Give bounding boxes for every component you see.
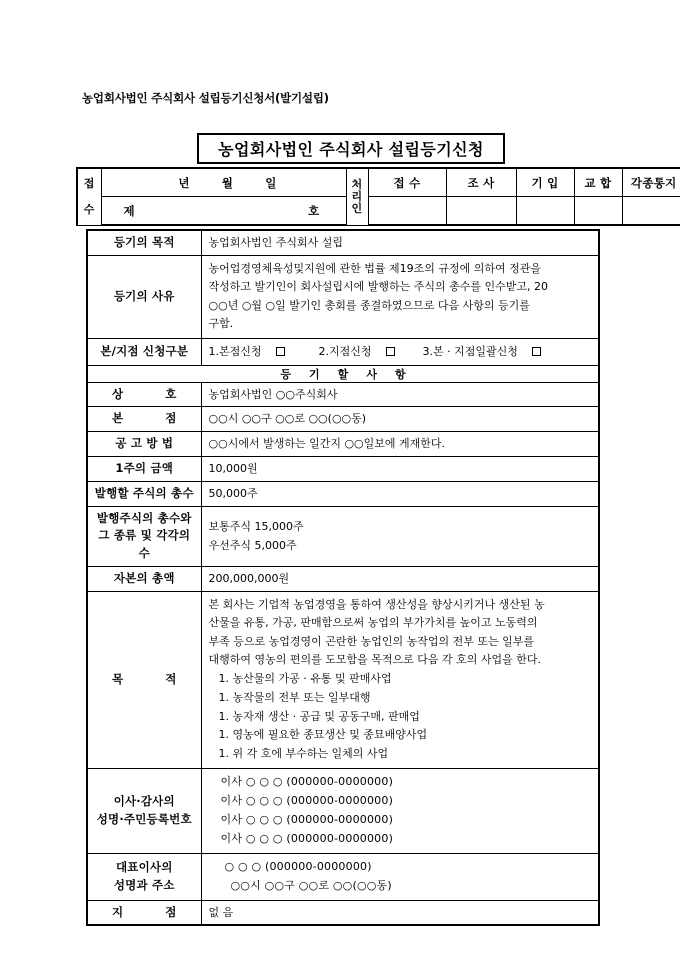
label-reason-for-registration: 등기의 사유 <box>87 255 201 338</box>
value-reason-for-registration[interactable] <box>201 255 599 338</box>
receipt-header-table <box>76 167 680 226</box>
label-business-purpose <box>87 591 201 768</box>
label-branch-right: 점 <box>165 904 177 919</box>
representative-name: ○ ○ ○ (000000-0000000) <box>224 859 372 873</box>
banner-char-4: 사 <box>366 367 377 381</box>
officer-row-4: 이사 ○ ○ ○ (000000-0000000) <box>220 831 394 845</box>
officer-row-2: 이사 ○ ○ ○ (000000-0000000) <box>220 794 394 808</box>
row-notice-method <box>87 432 599 457</box>
label-issued-shares-line-3: 수 <box>138 546 150 561</box>
row-business-purpose <box>87 591 599 768</box>
representative-address: ○○시 ○○구 ○○로 ○○(○○동) <box>230 878 392 892</box>
checkbox-head-office[interactable] <box>276 347 285 356</box>
value-total-authorized-shares[interactable]: 50,000주 <box>201 481 599 506</box>
officer-row-1: 이사 ○ ○ ○ (000000-0000000) <box>220 775 394 789</box>
label-business-purpose-left: 목 <box>112 672 124 687</box>
column-header-receipt: 접 수 <box>368 168 446 197</box>
checkbox-branch[interactable] <box>386 347 395 356</box>
application-option-branch-label: 2.지점신청 <box>318 344 372 358</box>
business-purpose-item-5: 1. 위 각 호에 부수하는 일체의 사업 <box>218 747 389 761</box>
row-issued-shares <box>87 506 599 566</box>
value-cell-entry[interactable] <box>516 197 574 226</box>
label-total-authorized-shares: 발행할 주식의 총수 <box>87 481 201 506</box>
receipt-label-char-2: 수 <box>83 202 95 216</box>
business-purpose-paragraph-line-2: 산물을 유통, 가공, 판매함으로써 농업의 부가가치를 높이고 노동력의 <box>208 616 538 630</box>
label-issued-shares-line-1: 발행주식의 총수와 <box>96 510 192 525</box>
date-header-cell[interactable] <box>101 168 346 197</box>
application-option-combined[interactable] <box>423 343 541 361</box>
label-issued-shares <box>87 506 201 566</box>
banner-char-5: 항 <box>394 367 406 381</box>
label-application-type: 본/지점 신청구분 <box>87 338 201 365</box>
label-total-capital: 자본의 총액 <box>87 567 201 592</box>
business-purpose-item-3: 1. 농자재 생산 · 공급 및 공동구매, 판매업 <box>218 709 420 723</box>
label-issued-shares-line-2: 그 종류 및 각각의 <box>98 528 191 543</box>
value-cell-notices[interactable] <box>622 197 680 226</box>
handler-label-cell <box>346 168 368 225</box>
application-option-combined-label: 3.본 · 지점일괄신청 <box>422 344 518 358</box>
label-trade-name <box>87 382 201 407</box>
label-representative-line-2: 성명과 주소 <box>113 877 175 892</box>
handler-label-char-1: 처 <box>351 178 363 192</box>
business-purpose-item-2: 1. 농작물의 전부 또는 일부대행 <box>218 690 371 704</box>
reason-line-1: 농어업경영체육성및지원에 관한 법률 제19조의 규정에 의하여 정관을 <box>208 261 542 275</box>
business-purpose-item-4: 1. 영농에 필요한 종묘생산 및 종묘배양사업 <box>218 728 428 742</box>
receipt-header-row <box>77 168 680 197</box>
column-header-entry: 기 입 <box>516 168 574 197</box>
handler-label-char-3: 인 <box>351 201 363 215</box>
number-prefix-label: 제 <box>123 203 135 218</box>
column-header-notices: 각종통지 <box>622 168 680 197</box>
receipt-label-cell <box>77 168 101 225</box>
officer-row-3: 이사 ○ ○ ○ (000000-0000000) <box>220 813 394 827</box>
business-purpose-item-1: 1. 농산물의 가공 · 유통 및 판매사업 <box>218 671 392 685</box>
label-price-per-share: 1주의 금액 <box>87 456 201 481</box>
value-business-purpose[interactable] <box>201 591 599 768</box>
value-price-per-share[interactable]: 10,000원 <box>201 456 599 481</box>
label-head-office <box>87 407 201 432</box>
value-cell-collation[interactable] <box>574 197 622 226</box>
receipt-value-row <box>77 197 680 226</box>
label-business-purpose-right: 적 <box>165 672 177 687</box>
reason-line-3: ○○년 ○월 ○일 발기인 총회를 종결하였으므로 다음 사항의 등기를 <box>208 298 530 312</box>
value-notice-method[interactable]: ○○시에서 발생하는 일간지 ○○일보에 게재한다. <box>201 432 599 457</box>
value-application-type[interactable] <box>201 338 599 365</box>
row-total-capital <box>87 567 599 592</box>
value-issued-shares[interactable] <box>201 506 599 566</box>
row-representative <box>87 853 599 900</box>
row-officers <box>87 769 599 854</box>
label-trade-name-right: 호 <box>165 386 177 401</box>
value-trade-name[interactable]: 농업회사법인 ○○주식회사 <box>201 382 599 407</box>
label-branch-left: 지 <box>112 904 124 919</box>
value-head-office[interactable]: ○○시 ○○구 ○○로 ○○(○○동) <box>201 407 599 432</box>
label-head-office-right: 점 <box>165 411 177 426</box>
handler-label-char-2: 리 <box>351 189 363 203</box>
row-trade-name <box>87 382 599 407</box>
label-officers <box>87 769 201 854</box>
reason-line-2: 작성하고 발기인이 회사설립시에 발행하는 주식의 총수를 인수받고, 20 <box>208 280 548 294</box>
row-reason-for-registration <box>87 255 599 338</box>
document-heading: 농업회사법인 주식회사 설립등기신청서(발기설립) <box>82 91 329 105</box>
row-purpose-of-registration <box>87 230 599 255</box>
banner-char-1: 등 <box>280 367 292 381</box>
business-purpose-paragraph-line-1: 본 회사는 기업적 농업경영을 통하여 생산성을 향상시키거나 생산된 농 <box>208 597 545 611</box>
application-option-head-office-label: 1.본점신청 <box>208 344 262 358</box>
banner-char-2: 기 <box>309 367 320 381</box>
issued-shares-preferred: 우선주식 5,000주 <box>208 539 297 553</box>
value-officers[interactable] <box>201 769 599 854</box>
value-cell-receipt[interactable] <box>368 197 446 226</box>
form-title-box <box>197 133 505 164</box>
label-trade-name-left: 상 <box>112 386 124 401</box>
row-price-per-share <box>87 456 599 481</box>
label-branch <box>87 900 201 925</box>
reason-line-4: 구함. <box>208 317 234 331</box>
row-section-banner <box>87 365 599 382</box>
receipt-label-char-1: 접 <box>83 177 95 191</box>
issued-shares-common: 보통주식 15,000주 <box>208 519 304 533</box>
day-label: 일 <box>265 175 277 190</box>
value-representative[interactable] <box>201 853 599 900</box>
label-head-office-left: 본 <box>112 411 124 426</box>
value-cell-investigation[interactable] <box>446 197 516 226</box>
label-officers-line-2: 성명·주민등록번호 <box>96 812 192 827</box>
label-officers-line-1: 이사·감사의 <box>113 794 175 809</box>
column-header-collation: 교 합 <box>574 168 622 197</box>
column-header-investigation: 조 사 <box>446 168 516 197</box>
label-representative <box>87 853 201 900</box>
number-suffix-label: 호 <box>308 203 320 218</box>
registration-main-table <box>86 229 600 926</box>
row-application-type <box>87 338 599 365</box>
checkbox-combined[interactable] <box>532 347 541 356</box>
label-notice-method: 공 고 방 법 <box>87 432 201 457</box>
section-banner-registration-matters <box>87 365 599 382</box>
value-purpose-of-registration[interactable]: 농업회사법인 주식회사 설립 <box>201 230 599 255</box>
value-branch[interactable]: 없 음 <box>201 900 599 925</box>
application-option-head-office[interactable] <box>209 343 285 361</box>
month-label: 월 <box>221 175 234 190</box>
row-total-authorized-shares <box>87 481 599 506</box>
form-title: 농업회사법인 주식회사 설립등기신청 <box>218 140 484 159</box>
banner-char-3: 할 <box>337 367 349 381</box>
business-purpose-paragraph-line-3: 부족 등으로 농업경영이 곤란한 농업인의 농작업의 전부 또는 일부를 <box>208 634 534 648</box>
business-purpose-paragraph-line-4: 대행하여 영농의 편의를 도모함을 목적으로 다음 각 호의 사업을 한다. <box>208 653 541 667</box>
year-label: 년 <box>178 175 190 190</box>
label-purpose-of-registration: 등기의 목적 <box>87 230 201 255</box>
label-representative-line-1: 대표이사의 <box>115 859 173 874</box>
number-cell[interactable] <box>101 197 346 226</box>
row-branch <box>87 900 599 925</box>
value-total-capital[interactable]: 200,000,000원 <box>201 567 599 592</box>
application-option-branch[interactable] <box>319 343 395 361</box>
row-head-office <box>87 407 599 432</box>
